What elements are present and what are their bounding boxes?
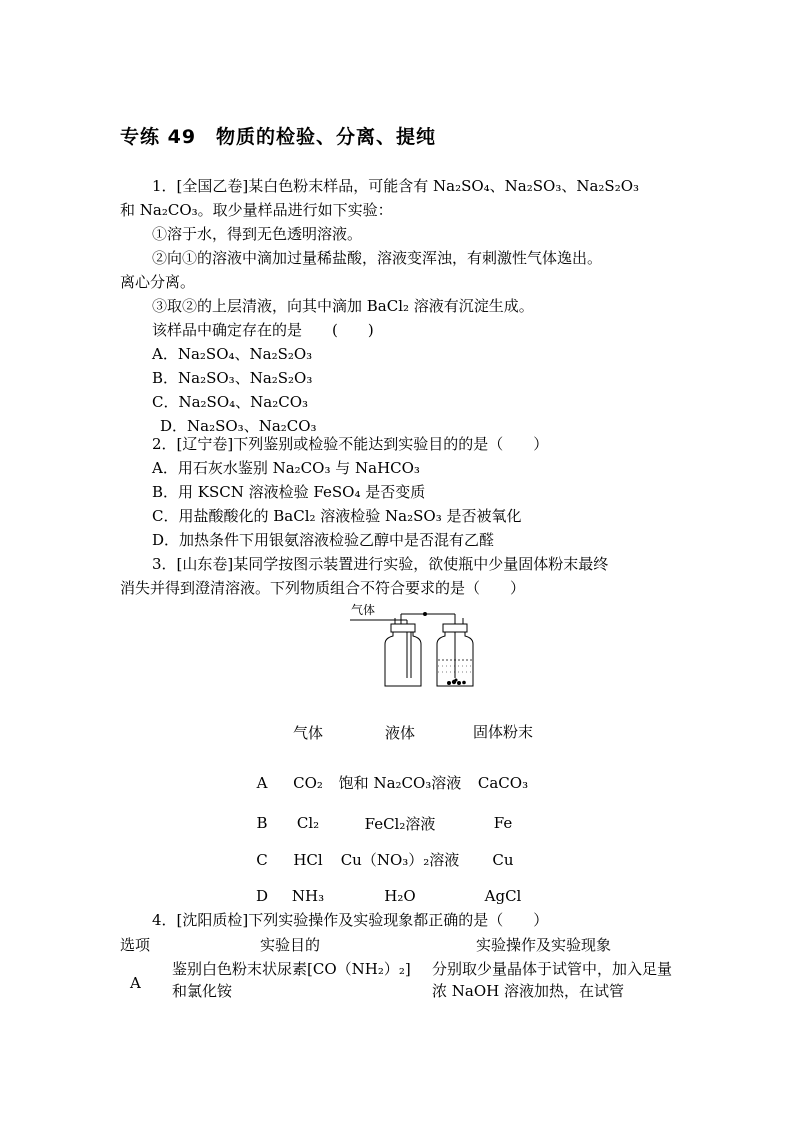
q4-row-a-operation: 分别取少量晶体于试管中，加入足量浓 NaOH 溶液加热，在试管 <box>432 960 673 1000</box>
q1-stem-line2: 和 Na₂CO₃。取少量样品进行如下实验： <box>120 201 393 219</box>
q1-stem-line1: 1．[全国乙卷]某白色粉末样品，可能含有 Na₂SO₄、Na₂SO₃、Na₂S₂O₃ <box>152 177 640 195</box>
liquid-cell: FeCl₂溶液 <box>364 814 436 833</box>
q2-option-b: B．用 KSCN 溶液检验 FeSO₄ 是否变质 <box>152 483 426 501</box>
q4-stem: 4．[沈阳质检]下列实验操作及实验现象都正确的是（ ） <box>152 911 549 929</box>
liquid-cell: Cu（NO₃）₂溶液 <box>340 851 460 869</box>
q4-row-a-purpose: 鉴别白色粉末状尿素[CO（NH₂）₂]和氯化铵 <box>172 960 411 1000</box>
q4-header-operation: 实验操作及实验现象 <box>476 936 612 954</box>
q1-step1: ①溶于水，得到无色透明溶液。 <box>152 225 363 243</box>
q1-step2: ②向①的溶液中滴加过量稀盐酸，溶液变浑浊，有刺激性气体逸出。 <box>152 249 603 267</box>
table-header: 气体 <box>292 723 323 742</box>
row-label: C <box>256 851 268 869</box>
table-row <box>240 808 538 838</box>
q1-option-c: C．Na₂SO₄、Na₂CO₃ <box>152 393 309 411</box>
q3-options-table <box>240 706 538 910</box>
q2-stem: 2．[辽宁卷]下列鉴别或检验不能达到实验目的的是（ ） <box>152 435 549 453</box>
table-header-row <box>240 706 538 758</box>
apparatus-figure <box>345 600 485 696</box>
gas-cell: CO₂ <box>293 774 323 792</box>
q2-option-d: D．加热条件下用银氨溶液检验乙醇中是否混有乙醛 <box>152 531 495 549</box>
row-label: B <box>256 814 268 832</box>
q1-step3: ③取②的上层清液，向其中滴加 BaCl₂ 溶液有沉淀生成。 <box>152 297 534 315</box>
q1-step2-cont: 离心分离。 <box>120 273 196 291</box>
q3-stem-line2: 消失并得到澄清溶液。下列物质组合不符合要求的是（ ） <box>120 579 526 597</box>
table-row <box>240 758 538 808</box>
table-row <box>240 838 538 882</box>
solid-cell: Fe <box>493 814 513 832</box>
table-header: 固体粉末 <box>472 723 533 741</box>
solid-cell: CaCO₃ <box>477 774 529 792</box>
q4-header-option: 选项 <box>120 936 151 954</box>
page-title: 专练 49 物质的检验、分离、提纯 <box>120 126 437 148</box>
gas-cell: Cl₂ <box>296 814 320 832</box>
liquid-cell: 饱和 Na₂CO₃溶液 <box>338 774 462 792</box>
table-row <box>240 882 538 910</box>
q1-question: 该样品中确定存在的是 ( ) <box>152 321 374 339</box>
gas-label: 气体 <box>351 603 376 617</box>
row-label: D <box>255 887 269 905</box>
q1-option-b: B．Na₂SO₃、Na₂S₂O₃ <box>152 369 313 387</box>
q4-header-purpose: 实验目的 <box>260 936 321 954</box>
q4-row-a-label: A <box>130 974 141 992</box>
solid-cell: Cu <box>492 851 514 869</box>
gas-cell: NH₃ <box>291 887 325 905</box>
q2-option-c: C．用盐酸酸化的 BaCl₂ 溶液检验 Na₂SO₃ 是否被氧化 <box>152 507 522 525</box>
q1-option-d: D．Na₂SO₃、Na₂CO₃ <box>160 417 317 435</box>
q3-stem-line1: 3．[山东卷]某同学按图示装置进行实验，欲使瓶中少量固体粉末最终 <box>152 555 609 573</box>
solid-cell: AgCl <box>484 887 522 905</box>
q1-option-a: A．Na₂SO₄、Na₂S₂O₃ <box>152 345 313 363</box>
table-header: 液体 <box>384 723 415 742</box>
row-label: A <box>256 774 268 792</box>
liquid-cell: H₂O <box>384 887 416 905</box>
gas-cell: HCl <box>293 851 323 869</box>
q2-option-a: A．用石灰水鉴别 Na₂CO₃ 与 NaHCO₃ <box>152 459 420 477</box>
table-header <box>240 706 284 758</box>
